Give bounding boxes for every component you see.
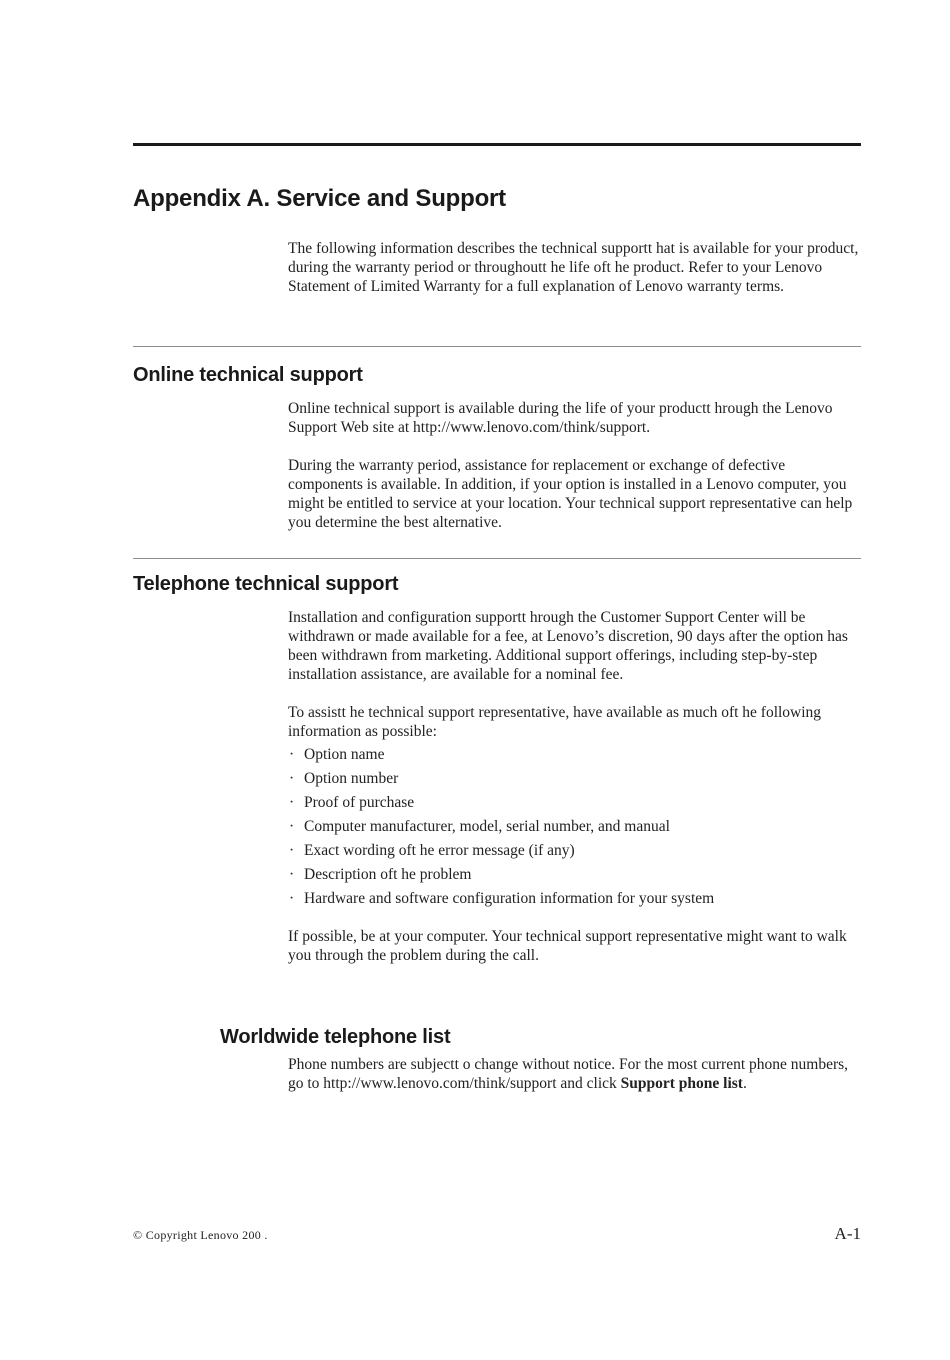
list-item: · Computer manufacturer, model, serial number, and manual: [289, 818, 670, 835]
copyright-notice: © Copyright Lenovo 200 .: [133, 1228, 268, 1242]
online-paragraph-1: Online technical support is available during the life of your productt hrough the Lenovo Support Web site at http://www.lenovo.com/think/support.: [288, 400, 833, 436]
page-number: A-1: [834, 1224, 861, 1243]
support-phone-list-link-text: Support phone list: [620, 1075, 743, 1092]
worldwide-list-heading: Worldwide telephone list: [220, 1026, 451, 1048]
list-item: · Option name: [289, 746, 385, 763]
page-title: Appendix A. Service and Support: [133, 185, 506, 212]
worldwide-paragraph: Phone numbers are subjectt o change without notice. For the most current phone numbers, go to http://www.lenovo.com/think/support and click Support phone list.: [288, 1056, 849, 1092]
section-divider: [133, 558, 861, 559]
telephone-paragraph-3: If possible, be at your computer. Your technical support representative might want to walk you through the problem during the call.: [288, 928, 847, 964]
list-item: · Exact wording oft he error message (if any): [289, 842, 575, 859]
online-paragraph-2: During the warranty period, assistance for replacement or exchange of defective components is available. In addition, if your option is installed in a Lenovo computer, you might be entitled to service at your location. Your technical support representative can help you determine the best alternative.: [288, 457, 853, 531]
list-item: · Proof of purchase: [289, 794, 415, 811]
online-support-heading: Online technical support: [133, 364, 363, 386]
top-rule: [133, 143, 861, 146]
list-item: · Description oft he problem: [289, 866, 472, 883]
intro-paragraph: The following information describes the technical supportt hat is available for your product, during the warranty period or throughoutt he life oft he product. Refer to your Lenovo Statement of Limited Warranty for a full explanation of Lenovo warranty terms.: [288, 240, 859, 295]
information-list: [288, 745, 863, 913]
section-divider: [133, 346, 861, 347]
telephone-paragraph-2: To assistt he technical support representative, have available as much oft he following information as possible:: [288, 704, 822, 740]
telephone-support-heading: Telephone technical support: [133, 573, 399, 595]
list-item: · Hardware and software configuration information for your system: [289, 890, 715, 907]
telephone-paragraph-1: Installation and configuration supportt hrough the Customer Support Center will be withdrawn or made available for a fee, at Lenovo’s discretion, 90 days after the option has been withdrawn from marketing. Additional support offerings, including step-by-step installation assistance, are available for a nominal fee.: [288, 609, 848, 683]
list-item: · Option number: [289, 770, 399, 787]
